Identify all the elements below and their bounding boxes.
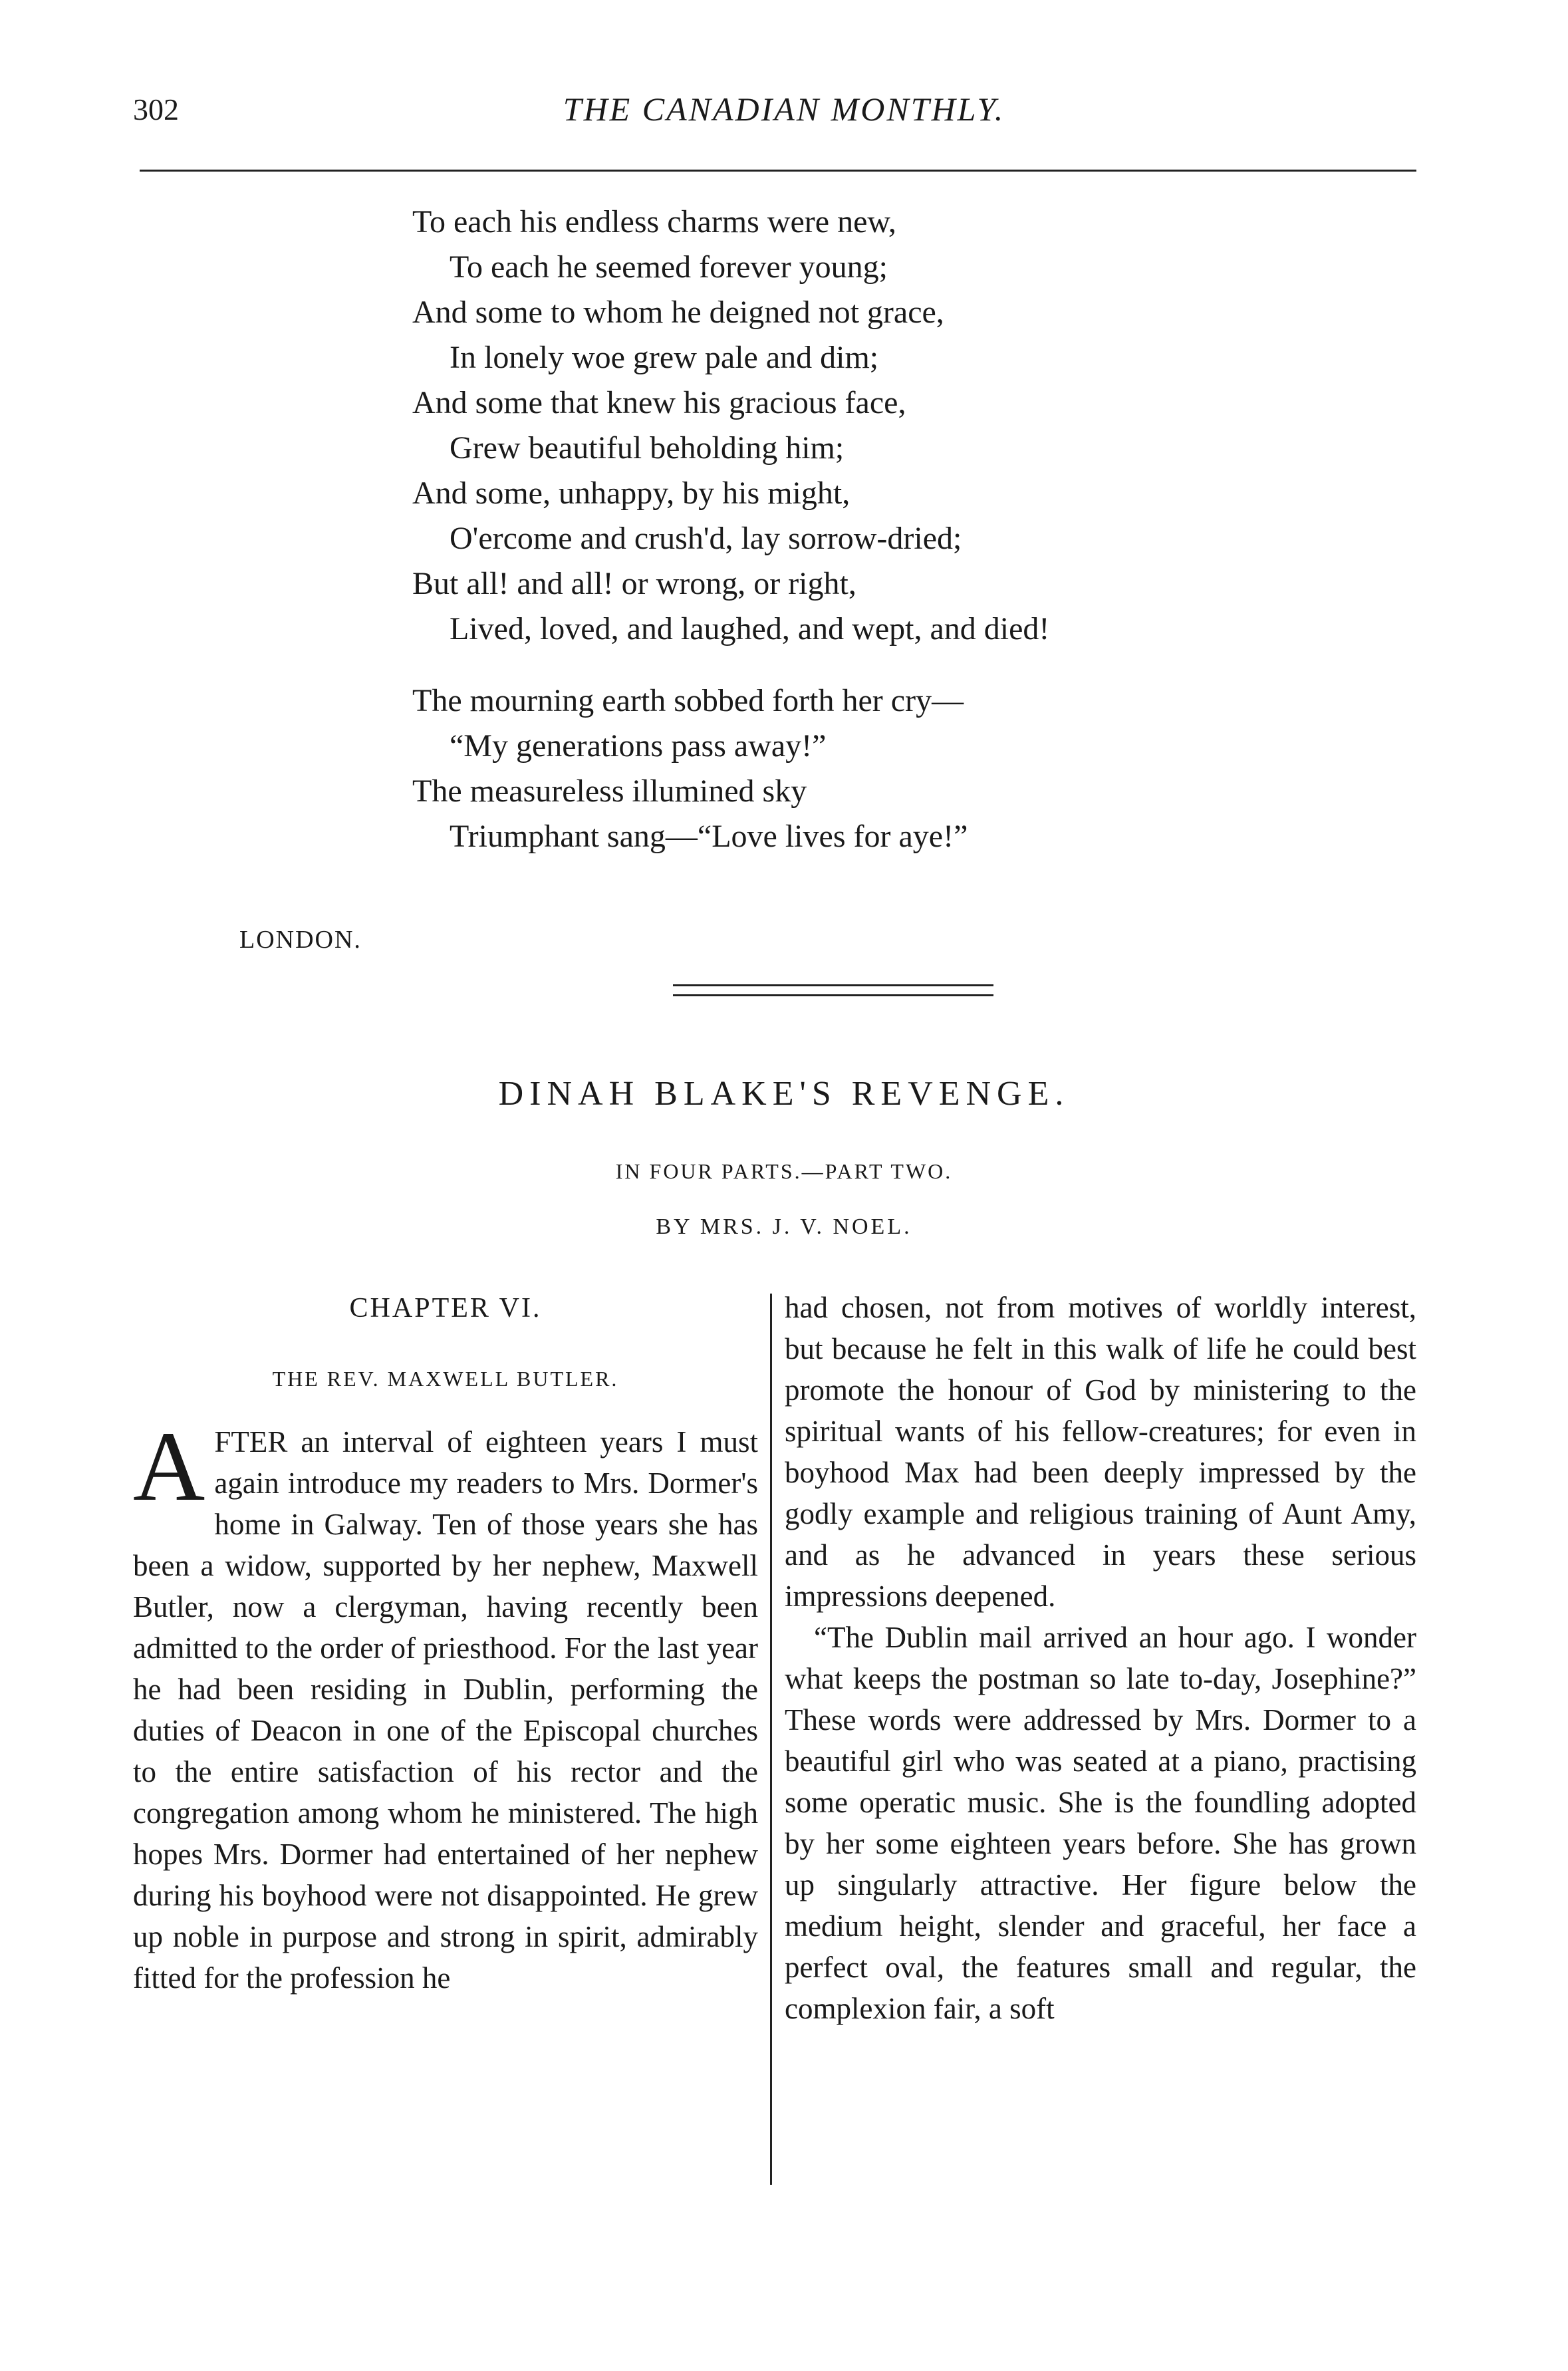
left-column: [133, 1287, 758, 1999]
poem-line: Grew beautiful beholding him;: [450, 430, 845, 466]
poem-line: “My generations pass away!”: [450, 728, 827, 764]
body-paragraph: had chosen, not from motives of worldly interest, but because he felt in this walk of life he could best promote the honour of God by ministering to the spiritual wants of his fellow-creatures; for even in boyhood Max had been deeply impressed by the godly example and religious training of Aunt Amy, and as he advanced in years these serious impressions deepened.: [785, 1291, 1416, 1613]
running-title: THE CANADIAN MONTHLY.: [563, 90, 1005, 128]
page-number: 302: [133, 92, 179, 126]
poem-line: To each he seemed forever young;: [450, 249, 888, 285]
poem-line: Lived, loved, and laughed, and wept, and died!: [450, 611, 1050, 646]
article-subtitle: IN FOUR PARTS.—PART TWO.: [615, 1159, 953, 1183]
poem-line: Triumphant sang—“Love lives for aye!”: [450, 819, 968, 854]
article-byline: BY MRS. J. V. NOEL.: [656, 1214, 912, 1239]
article-title: DINAH BLAKE'S REVENGE.: [498, 1075, 1070, 1113]
body-paragraph: “The Dublin mail arrived an hour ago. I wonder what keeps the postman so late to-day, Josephine?” These words were addressed by Mrs. Dormer to a beautiful girl who was seated at a piano, practising some operatic music. She is the foundling adopted by her some eighteen years before. She has grown up singularly attractive. Her figure below the medium height, slender and graceful, her face a perfect oval, the features small and regular, the complexion fair, a soft: [785, 1621, 1416, 2025]
column-divider: [770, 1294, 772, 2185]
poem-line: To each his endless charms were new,: [412, 204, 896, 239]
poem-line: And some, unhappy, by his might,: [412, 476, 850, 511]
poem-line: In lonely woe grew pale and dim;: [450, 340, 879, 375]
poem-line: O'ercome and crush'd, lay sorrow-dried;: [450, 521, 962, 556]
poem-line: The mourning earth sobbed forth her cry—: [412, 683, 964, 718]
right-column: [785, 1287, 1416, 2029]
poem-line: The measureless illumined sky: [412, 773, 807, 809]
poem-stanza: [412, 200, 1410, 652]
poem-line: But all! and all! or wrong, or right,: [412, 566, 856, 601]
chapter-title: THE REV. MAXWELL BUTLER.: [272, 1367, 619, 1391]
chapter-number: CHAPTER VI.: [349, 1293, 542, 1324]
poem-place: LONDON.: [239, 926, 362, 954]
body-paragraph: [133, 1411, 758, 1999]
paragraph-text: FTER an interval of eighteen years I must again introduce my readers to Mrs. Dormer's home in Galway. Ten of those years she has been a widow, supported by her nephew, Maxwell Butler, now a clergyman, having recently been admitted to the order of priesthood. For the last year he had been residing in Dublin, performing the duties of Deacon in one of the Episcopal churches to the entire satisfaction of his rector and the congregation among whom he ministered. The high hopes Mrs. Dormer had entertained of her nephew during his boyhood were not disappointed. He grew up noble in purpose and strong in spirit, admirably fitted for the profession he: [133, 1425, 758, 1995]
poem-line: And some that knew his gracious face,: [412, 385, 906, 420]
drop-cap: A: [133, 1411, 205, 1522]
poem: [412, 200, 1410, 886]
header-rule: [140, 170, 1416, 172]
poem-stanza: [412, 678, 1410, 859]
section-divider: [673, 984, 993, 996]
poem-line: And some to whom he deigned not grace,: [412, 295, 944, 330]
